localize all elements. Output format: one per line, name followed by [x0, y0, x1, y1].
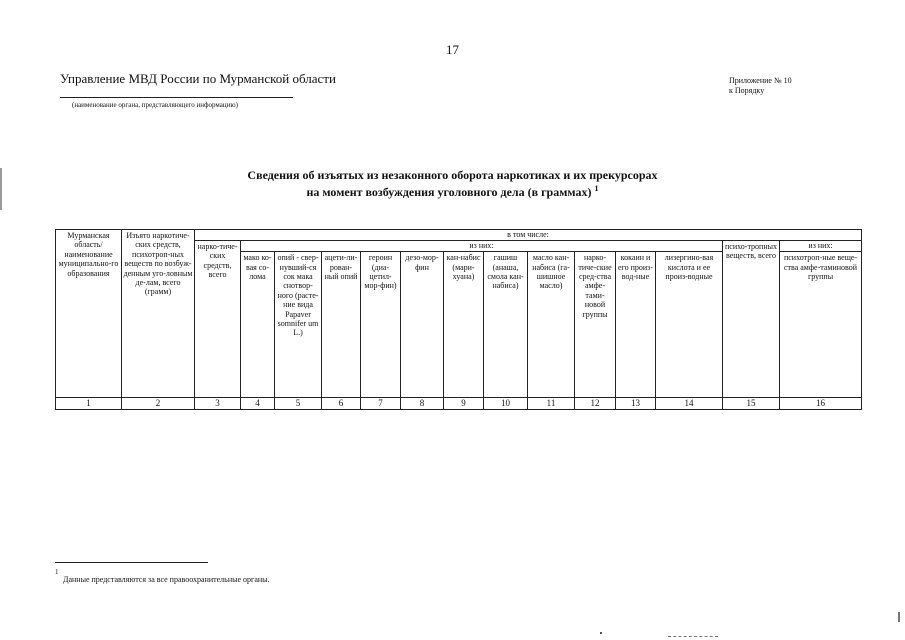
- header-region: Мурманская область/ наименование муниципально-го образования: [56, 230, 122, 398]
- column-number: 5: [275, 397, 322, 409]
- header-cocaine: кокаин и его произ-вод-ные: [616, 252, 656, 398]
- seizure-table: [55, 229, 861, 410]
- organization-underline: [60, 97, 293, 98]
- header-narcotics-total: нарко-тиче-ских средств, всего: [195, 241, 241, 398]
- header-desomorphine: дезо-мор-фин: [401, 252, 444, 398]
- scan-speck: [668, 636, 718, 638]
- column-number: 11: [528, 397, 575, 409]
- column-number: 12: [575, 397, 616, 409]
- header-psychotropic-total: психо-тропных веществ, всего: [723, 241, 780, 398]
- document-title-line-2-text: на момент возбуждения уголовного дела (в граммах): [306, 185, 592, 199]
- document-title: [0, 169, 905, 199]
- header-hashish: гашиш (анаша, смола кан-набиса): [484, 252, 528, 398]
- column-number: 10: [484, 397, 528, 409]
- document-title-line-2: [0, 182, 905, 199]
- scan-speck: [600, 632, 602, 634]
- header-psychotropic-of-them: из них:: [780, 241, 862, 252]
- footnote-mark: 1: [55, 568, 59, 576]
- header-cannabis: кан-набис (мари-хуана): [444, 252, 484, 398]
- column-number: 9: [444, 397, 484, 409]
- organization-caption: (наименование органа, представляющего информацию): [72, 101, 238, 109]
- header-poppy-straw: мако ко-вая со-лома: [241, 252, 275, 398]
- header-amphetamine-narcotics: нарко-тиче-ские сред-ства амфе-тами-новой группы: [575, 252, 616, 398]
- appendix-note: [729, 76, 792, 96]
- header-hash-oil: масло кан-набиса (га-шишное масло): [528, 252, 575, 398]
- scan-edge-mark: [0, 168, 2, 210]
- page-number: 17: [446, 42, 459, 57]
- header-heroin: героин (диа-цетил-мор-фин): [361, 252, 401, 398]
- column-number: 6: [322, 397, 361, 409]
- scan-speck: [898, 612, 900, 622]
- column-number: 8: [401, 397, 444, 409]
- appendix-line-2: к Порядку: [729, 86, 765, 95]
- header-lysergic-acid: лизергино-вая кислота и ее произ-водные: [656, 252, 723, 398]
- column-number: 7: [361, 397, 401, 409]
- document-title-line-1: Сведения об изъятых из незаконного оборота наркотиках и их прекурсорах: [247, 168, 658, 182]
- organization-name: Управление МВД России по Мурманской области: [60, 71, 336, 86]
- header-opium: опий - свер-нувший-ся сок мака снотвор-ного (расте-ние вида Papaver somnifer um L.): [275, 252, 322, 398]
- header-total-seized: Изъято наркотиче-ских средств, психотроп-ных веществ по возбуж-денным уго-ловным де-лам, всего (грамм): [122, 230, 195, 398]
- header-acetylated-opium: ацети-ли-рован-ный опий: [322, 252, 361, 398]
- column-number: 16: [780, 397, 862, 409]
- column-number: 3: [195, 397, 241, 409]
- column-number: 2: [122, 397, 195, 409]
- column-number: 13: [616, 397, 656, 409]
- column-number: 4: [241, 397, 275, 409]
- footnote-separator: [55, 562, 208, 563]
- header-of-them: из них:: [241, 241, 723, 252]
- footnote-text: Данные представляются за все правоохранительные органы.: [63, 575, 270, 584]
- header-psychotropic-amphetamines: психотроп-ные веще-ства амфе-таминовой группы: [780, 252, 862, 398]
- appendix-line-1: Приложение № 10: [729, 76, 792, 85]
- column-number: 1: [56, 397, 122, 409]
- seizure-table-grid: [55, 229, 862, 410]
- title-footnote-mark: 1: [594, 184, 599, 193]
- header-including: в том числе:: [195, 230, 862, 241]
- column-number: 15: [723, 397, 780, 409]
- column-number: 14: [656, 397, 723, 409]
